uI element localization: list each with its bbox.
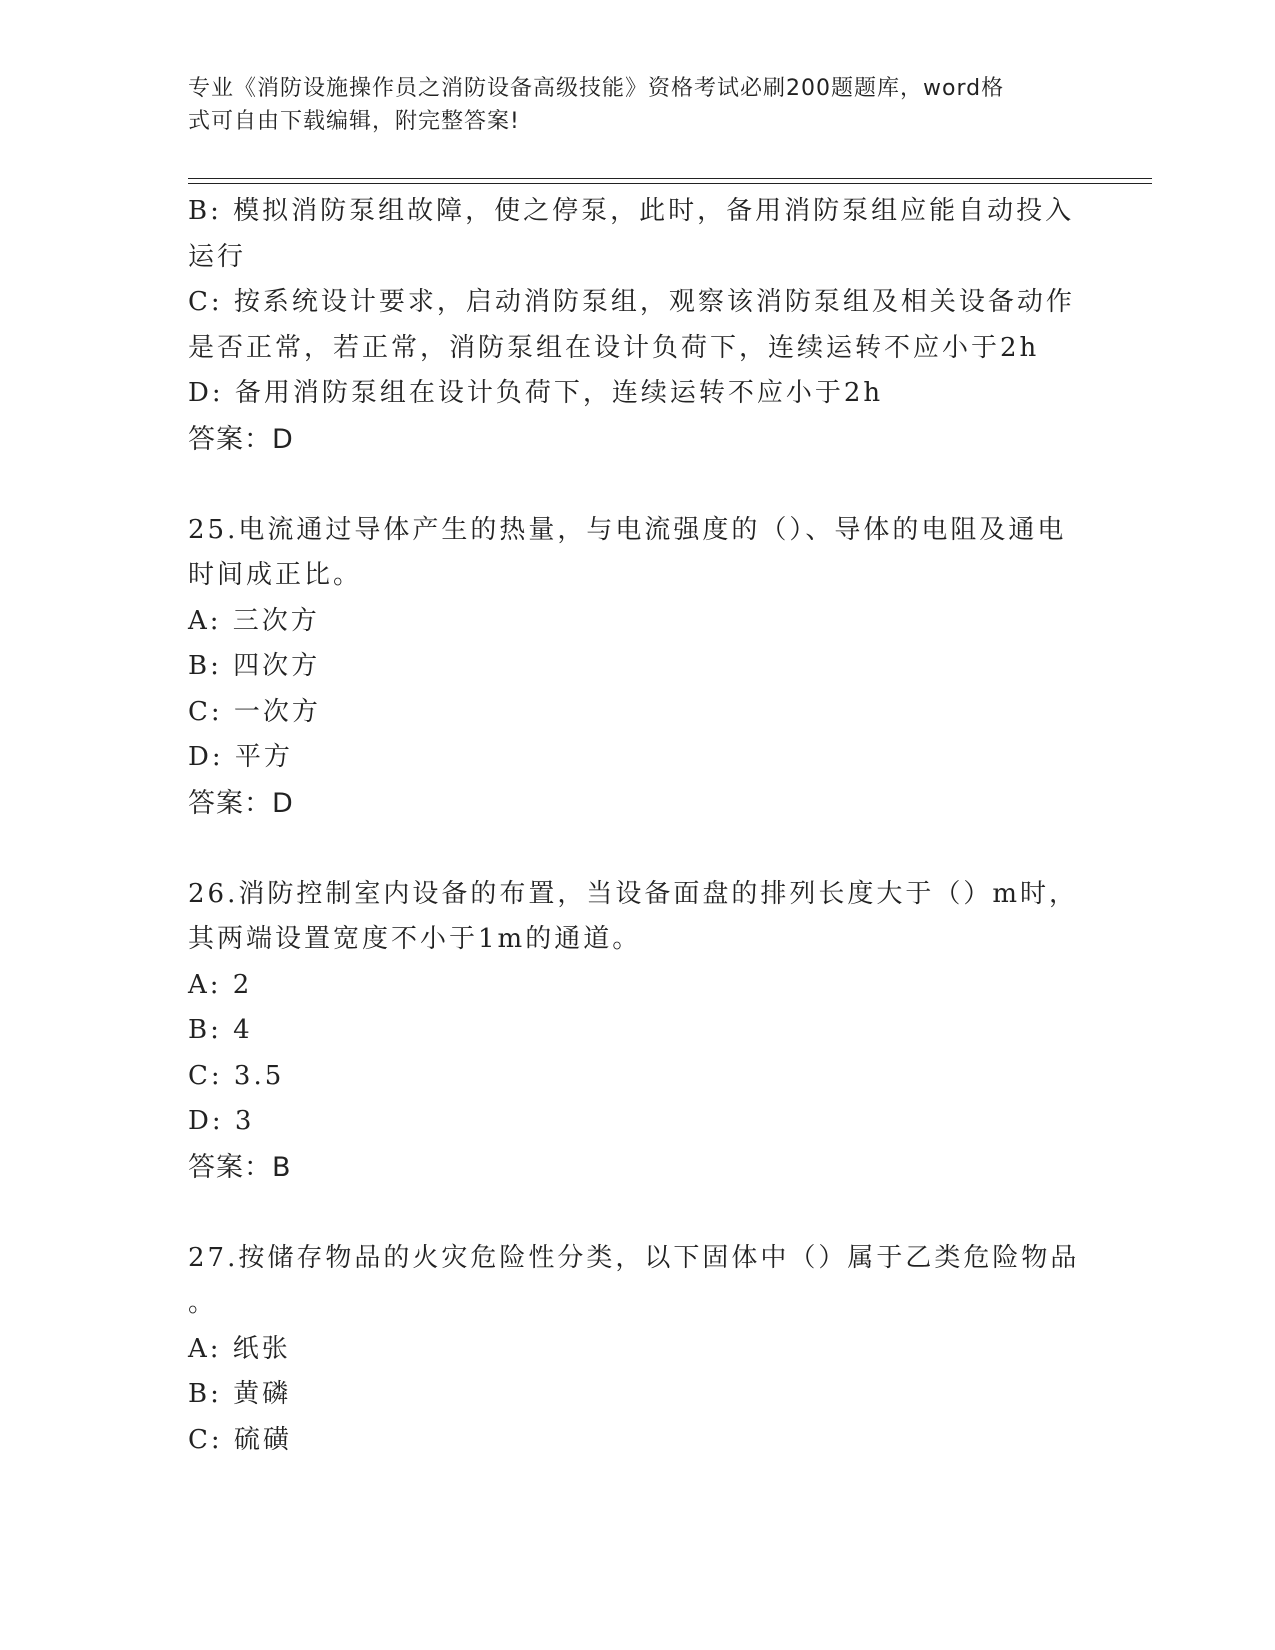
question-stem-line-2: 其两端设置宽度不小于1m的通道。: [188, 924, 642, 954]
option-b: B: 四次方: [188, 651, 321, 681]
option-d: D: 3: [188, 1106, 255, 1136]
spacer: [188, 1190, 1078, 1236]
option-c: C: 一次方: [188, 696, 321, 727]
header-line-2: 式可自由下载编辑，附完整答案!: [188, 109, 520, 134]
option-d: D: 平方: [188, 742, 293, 772]
spacer: [188, 826, 1078, 872]
question-stem-line-1: 25.电流通过导体产生的热量，与电流强度的（）、导体的电阻及通电: [188, 514, 1067, 545]
header-rule-top: [188, 178, 1152, 179]
option-d: D: 备用消防泵组在设计负荷下，连续运转不应小于2h: [188, 378, 884, 408]
option-c-line-2: 是否正常，若正常，消防泵组在设计负荷下，连续运转不应小于2h: [188, 332, 1040, 363]
document-header: [188, 72, 1088, 138]
question-27: [188, 1236, 1078, 1464]
spacer: [188, 462, 1078, 508]
option-a: A: 纸张: [188, 1333, 291, 1364]
question-26: [188, 872, 1078, 1191]
answer-line: 答案：D: [188, 787, 294, 819]
option-c: C: 硫磺: [188, 1424, 292, 1455]
option-b-line-1: B: 模拟消防泵组故障，使之停泵，此时，备用消防泵组应能自动投入: [188, 196, 1075, 226]
question-stem-line-2: 。: [188, 1288, 218, 1318]
answer-line: 答案：B: [188, 1151, 292, 1183]
question-stem-line-1: 27.按储存物品的火灾危险性分类，以下固体中（）属于乙类危险物品: [188, 1242, 1080, 1273]
option-b: B: 黄磷: [188, 1379, 292, 1409]
option-b: B: 4: [188, 1015, 253, 1045]
question-stem-line-2: 时间成正比。: [188, 560, 363, 590]
header-rule-bottom: [188, 183, 1152, 184]
answer-line: 答案：D: [188, 423, 294, 455]
option-c: C: 3.5: [188, 1060, 285, 1091]
option-b-line-2: 运行: [188, 241, 247, 272]
question-24-tail: [188, 189, 1078, 462]
question-25: [188, 508, 1078, 827]
option-a: A: 2: [188, 969, 253, 1000]
question-content: [188, 189, 1078, 1463]
question-stem-line-1: 26.消防控制室内设备的布置，当设备面盘的排列长度大于（）m时，: [188, 878, 1079, 909]
option-c-line-1: C: 按系统设计要求，启动消防泵组，观察该消防泵组及相关设备动作: [188, 287, 1075, 317]
header-line-1: 专业《消防设施操作员之消防设备高级技能》资格考试必刷200题题库，word格: [188, 76, 1005, 101]
option-a: A: 三次方: [188, 605, 320, 636]
